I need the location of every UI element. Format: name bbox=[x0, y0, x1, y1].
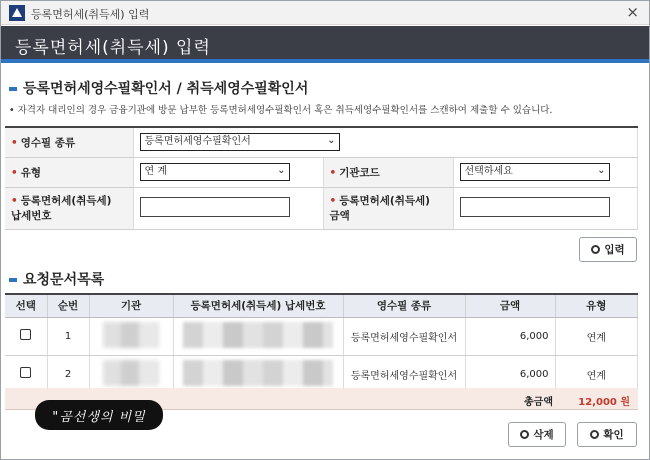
agency-code-cell bbox=[453, 157, 638, 187]
row-category: 연계 bbox=[555, 317, 638, 355]
window-title: 등록면허세(취득세) 입력 bbox=[31, 8, 150, 21]
list-section-title: 요청문서목록 bbox=[9, 269, 104, 289]
amount-label: • 등록면허세(취득세) 금액 bbox=[323, 187, 453, 229]
row-tax-number-redacted bbox=[173, 317, 343, 355]
page-header bbox=[1, 26, 649, 63]
row-amount: 6,000 bbox=[465, 355, 555, 393]
close-icon[interactable]: × bbox=[626, 3, 639, 21]
category-select[interactable]: 연 계 ⌄ bbox=[140, 163, 290, 181]
row-seq: 2 bbox=[47, 355, 89, 393]
column-header: 영수필 종류 bbox=[343, 294, 465, 317]
tax-number-cell bbox=[133, 187, 323, 229]
circle-icon bbox=[590, 430, 599, 439]
receipt-type-cell bbox=[133, 127, 638, 157]
table-row[interactable] bbox=[5, 317, 638, 355]
page-title: 등록면허세(취득세) 입력 bbox=[15, 38, 211, 58]
watermark-logo: "곰선생의 비밀 bbox=[35, 400, 163, 430]
section-bullet-icon bbox=[9, 278, 17, 282]
delete-button[interactable]: 삭제 bbox=[508, 422, 566, 447]
receipt-type-label: • 영수필 종류 bbox=[5, 127, 133, 157]
circle-icon bbox=[520, 430, 529, 439]
table-header-row bbox=[5, 294, 638, 317]
row-receipt-type: 등록면허세영수필확인서 bbox=[343, 355, 465, 393]
notice-text: • 자격자 대리인의 경우 금융기관에 방문 납부한 등록면허세영수필확인서 혹은 취득세영수필확인서를 스캔하여 제출할 수 있습니다. bbox=[9, 105, 553, 116]
row-receipt-type: 등록면허세영수필확인서 bbox=[343, 317, 465, 355]
row-amount: 6,000 bbox=[465, 317, 555, 355]
title-bar bbox=[1, 1, 649, 25]
column-header: 순번 bbox=[47, 294, 89, 317]
column-header: 금액 bbox=[465, 294, 555, 317]
column-header: 선택 bbox=[5, 294, 47, 317]
total-value: 12,000 원 bbox=[578, 397, 630, 408]
chevron-down-icon: ⌄ bbox=[277, 165, 286, 176]
agency-code-select[interactable]: 선택하세요 ⌄ bbox=[460, 163, 610, 181]
row-checkbox[interactable] bbox=[20, 367, 31, 378]
column-header: 유형 bbox=[555, 294, 638, 317]
amount-cell bbox=[453, 187, 638, 229]
section-bullet-icon bbox=[9, 87, 17, 91]
agency-code-label: • 기관코드 bbox=[323, 157, 453, 187]
request-document-table bbox=[5, 293, 638, 394]
row-category: 연계 bbox=[555, 355, 638, 393]
receipt-form bbox=[5, 126, 638, 230]
column-header: 기관 bbox=[89, 294, 173, 317]
total-label: 총금액 bbox=[524, 397, 553, 408]
category-label: • 유형 bbox=[5, 157, 133, 187]
row-checkbox[interactable] bbox=[20, 329, 31, 340]
tax-number-input[interactable] bbox=[140, 197, 290, 217]
circle-icon bbox=[591, 245, 600, 254]
row-seq: 1 bbox=[47, 317, 89, 355]
app-icon bbox=[9, 5, 25, 21]
column-header: 등록면허세(취득세) 납세번호 bbox=[173, 294, 343, 317]
form-section-title: 등록면허세영수필확인서 / 취득세영수필확인서 bbox=[9, 78, 308, 98]
tax-number-label: • 등록면허세(취득세) 납세번호 bbox=[5, 187, 133, 229]
chevron-down-icon: ⌄ bbox=[327, 135, 336, 147]
row-agency-redacted bbox=[89, 317, 173, 355]
input-button[interactable]: 입력 bbox=[579, 237, 637, 262]
amount-input[interactable] bbox=[460, 197, 610, 217]
chevron-down-icon: ⌄ bbox=[597, 165, 606, 176]
receipt-type-select[interactable]: 등록면허세영수필확인서 ⌄ bbox=[140, 133, 340, 151]
confirm-button[interactable]: 확인 bbox=[577, 422, 637, 447]
category-cell bbox=[133, 157, 323, 187]
